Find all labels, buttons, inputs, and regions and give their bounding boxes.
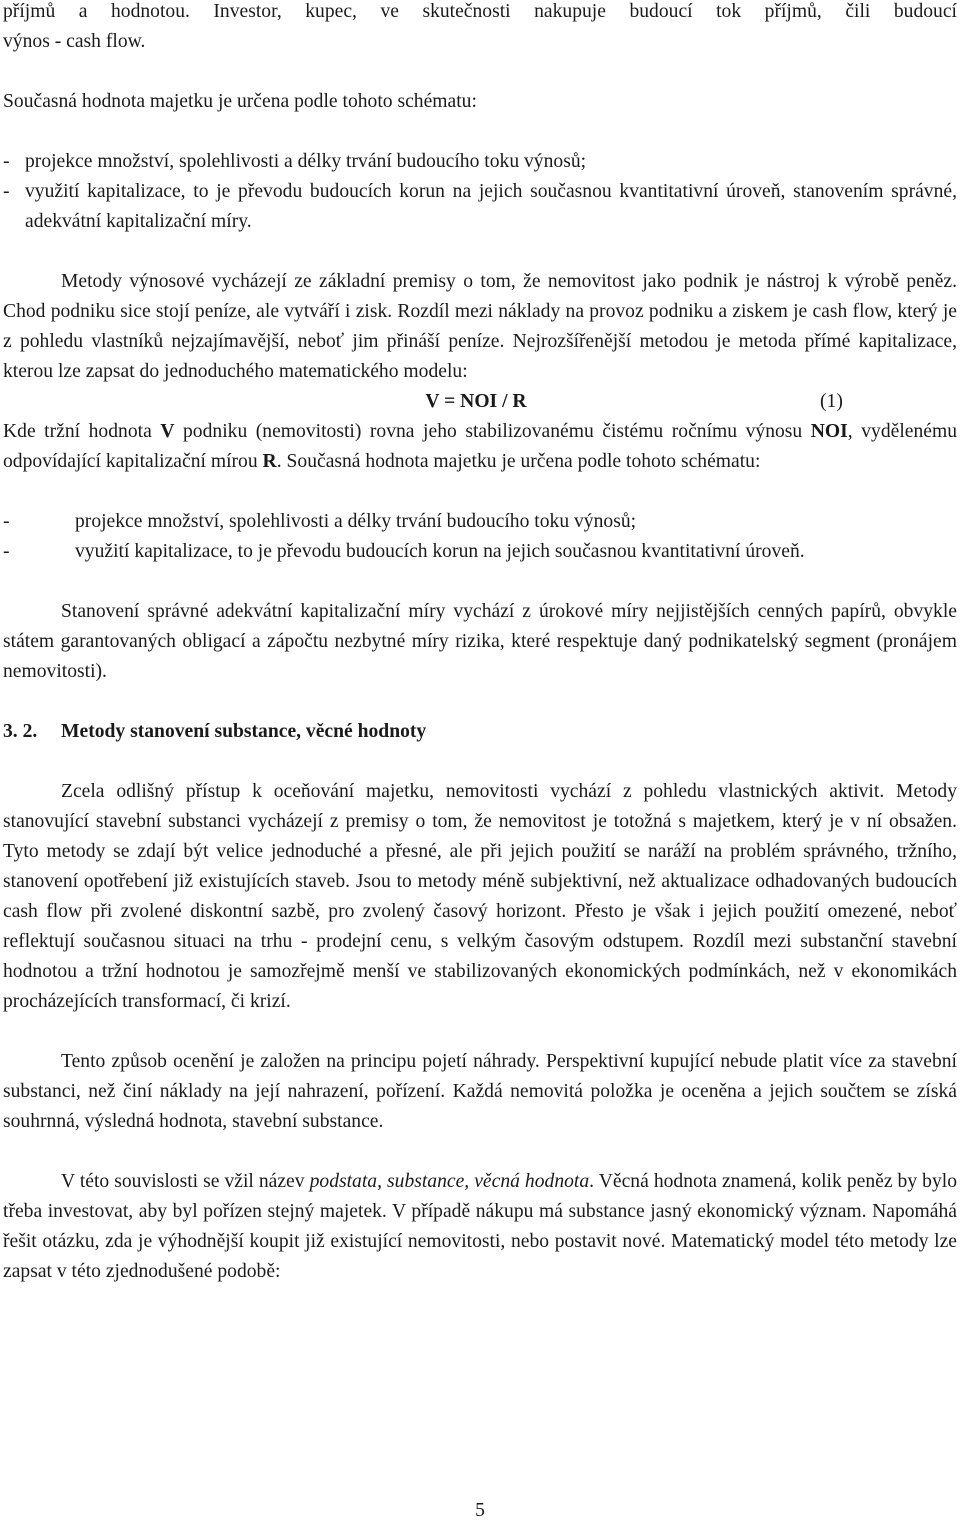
- document-page: [3, 0, 957, 1287]
- italic-term: podstata, substance, věcná hodnota: [309, 1171, 590, 1192]
- list-item-text: využití kapitalizace, to je převodu budoucích korun na jejich současnou kvantitativní úroveň.: [75, 541, 805, 562]
- list-item: [3, 507, 957, 537]
- formula-number: (1): [820, 391, 843, 412]
- symbol-noi: NOI: [810, 421, 848, 442]
- formula-expression: V = NOI / R: [425, 391, 527, 412]
- list-item-text: využití kapitalizace, to je převodu budoucích korun na jejich současnou kvantitativní úroveň, stanovením správné, adekvátní kapitalizační míry.: [25, 181, 957, 232]
- formula: [3, 387, 957, 417]
- text-run: , vydělenému odpovídající kapitalizační mírou: [3, 421, 957, 472]
- intro-paragraph: Současná hodnota majetku je určena podle tohoto schématu:: [3, 91, 477, 112]
- text-run: . Současná hodnota majetku je určena podle tohoto schématu:: [276, 451, 761, 472]
- paragraph-continuation-end: výnos - cash flow.: [3, 31, 146, 52]
- list-dash: -: [3, 511, 10, 532]
- page-number: 5: [475, 1500, 485, 1521]
- text-run: podniku (nemovitosti) rovna jeho stabilizovanému čistému ročnímu výnosu: [174, 421, 811, 442]
- list-item-text: projekce množství, spolehlivosti a délky trvání budoucího toku výnosů;: [75, 511, 637, 532]
- paragraph-zcela: Zcela odlišný přístup k oceňování majetku, nemovitosti vychází z pohledu vlastnických aktivit. Metody stanovující stavební substanci vycházejí z premisy o tom, že nemovitost je totožná s majetkem, který je v ní obsažen. Tyto metody se zdají být velice jednoduché a přesné, ale při jejich použití se naráží na problém správného, tržního, stanovení opotřebení již existujících staveb. Jsou to metody méně subjektivní, než aktualizace odhadovaných budoucích cash flow při zvolené diskontní sazbě, pro zvolený časový horizont. Přesto je však i jejich použití omezené, neboť reflektují současnou situaci na trhu - prodejní cenu, s velkým časovým odstupem. Rozdíl mezi substanční stavební hodnotou a tržní hodnotou je samozřejmě menší ve stabilizovaných ekonomických podmínkách, než v ekonomikách procházejících transformací, či krizí.: [3, 781, 957, 1012]
- section-heading: [3, 717, 957, 747]
- list-item-text: projekce množství, spolehlivosti a délky trvání budoucího toku výnosů;: [25, 151, 587, 172]
- section-number: 3. 2.: [3, 721, 38, 742]
- paragraph-v-teto: [3, 1167, 957, 1287]
- paragraph-metody: Metody výnosové vycházejí ze základní premisy o tom, že nemovitost jako podnik je nástroj k výrobě peněz. Chod podniku sice stojí peníze, ale vytváří i zisk. Rozdíl mezi náklady na provoz podniku a ziskem je cash flow, který je z pohledu vlastníků nejzajímavější, neboť jim přináší peníze. Nejrozšířenější metodou je metoda přímé kapitalizace, kterou lze zapsat do jednoduchého matematického modelu:: [3, 271, 957, 382]
- list-dash: -: [3, 541, 10, 562]
- list-dash: -: [3, 181, 10, 202]
- list-item: [3, 537, 957, 567]
- text-run: Kde tržní hodnota: [3, 421, 161, 442]
- symbol-v: V: [160, 421, 175, 442]
- paragraph-tento: Tento způsob ocenění je založen na principu pojetí náhrady. Perspektivní kupující nebude platit více za stavební substanci, než činí náklady na její nahrazení, pořízení. Každá nemovitá položka je oceněna a jejich součtem se získá souhrnná, výsledná hodnota, stavební substance.: [3, 1051, 957, 1132]
- list-item: [3, 177, 957, 237]
- list-item: [3, 147, 957, 177]
- paragraph-continuation-line: příjmů a hodnotou. Investor, kupec, ve skutečnosti nakupuje budoucí tok příjmů, čili budoucí: [3, 1, 957, 22]
- text-run: V této souvislosti se vžil název: [61, 1171, 310, 1192]
- text-run: . Věcná hodnota znamená, kolik peněz by bylo třeba investovat, aby byl pořízen stejný majetek. V případě nákupu má substance jasný ekonomický význam. Napomáhá řešit otázku, zda je výhodnější koupit již existující nemovitosti, nebo postavit nové. Matematický model této metody lze zapsat v této zjednodušené podobě:: [3, 1171, 957, 1282]
- section-title: Metody stanovení substance, věcné hodnoty: [61, 721, 427, 742]
- schema-list: [3, 147, 957, 237]
- paragraph-kde: [3, 417, 957, 477]
- symbol-r: R: [262, 451, 277, 472]
- schema-list-2: [3, 507, 957, 567]
- paragraph-stanoveni: Stanovení správné adekvátní kapitalizační míry vychází z úrokové míry nejjistějších cenných papírů, obvykle státem garantovaných obligací a zápočtu nezbytné míry rizika, které respektuje daný podnikatelský segment (pronájem nemovitosti).: [3, 601, 957, 682]
- list-dash: -: [3, 151, 10, 172]
